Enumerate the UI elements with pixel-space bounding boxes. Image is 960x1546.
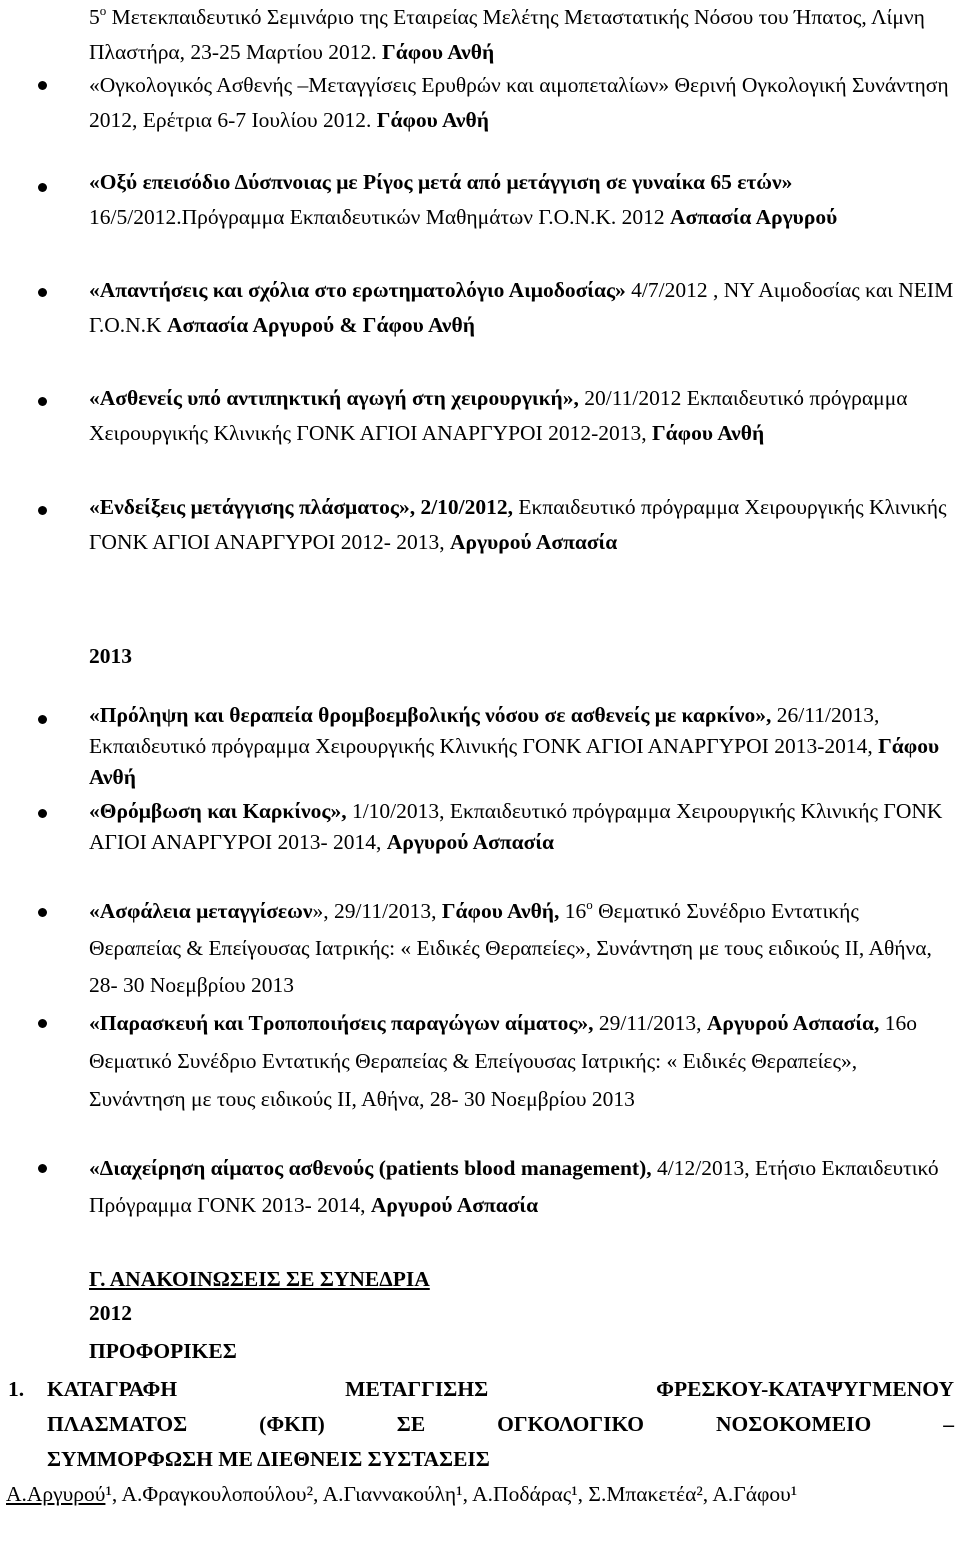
year-heading <box>89 639 132 673</box>
entry-title: «Οξύ επεισόδιο Δύσπνοιας με Ρίγος μετά από μετάγγιση σε γυναίκα 65 ετών» <box>89 170 793 194</box>
oral-heading <box>89 1334 237 1368</box>
entry-title: «Θρόμβωση και Καρκίνος», <box>89 799 347 823</box>
entry-title: «Ασθενείς υπό αντιπηκτική αγωγή στη χειρουργική», <box>89 386 579 410</box>
bullet <box>38 397 47 406</box>
authors-line <box>6 1478 954 1511</box>
item-number-text: 1. <box>8 1377 25 1401</box>
section-heading <box>89 1262 430 1296</box>
bullet <box>38 908 47 917</box>
entry-item <box>89 68 954 137</box>
entry-item <box>89 381 954 450</box>
bullet <box>38 1164 47 1173</box>
entry-text: », 29/11/2013, <box>312 899 437 923</box>
section-year <box>89 1296 132 1330</box>
entry-text: 26/11/2013, Εκπαιδευτικό πρόγραμμα Χειρουργικής Κλινικής ΓΟΝΚ ΑΓΙΟΙ ΑΝΑΡΓΥΡΟΙ 2013-2014, <box>89 703 880 758</box>
entry-number: 5 <box>89 5 100 29</box>
entry-author: Γάφου Ανθή <box>652 420 765 445</box>
entry-item <box>89 700 954 793</box>
entry-title: «Παρασκευή και Τροποποιήσεις παραγώγων αίματος», <box>89 1011 594 1035</box>
entry-author: Ασπασία Αργυρού <box>670 204 838 229</box>
bullet <box>38 506 47 515</box>
entry-text: Εκπαιδευτικό πρόγραμμα Χειρουργικής Κλινικής ΓΟΝΚ ΑΓΙΟΙ ΑΝΑΡΓΥΡΟΙ 2012- 2013, <box>89 495 947 554</box>
section-title: Γ. ΑΝΑΚΟΙΝΩΣΕΙΣ ΣΕ ΣΥΝΕΔΡΙΑ <box>89 1267 430 1291</box>
entry-author: Αργυρού Ασπασία, <box>706 1011 880 1035</box>
item-title-text: ΠΛΑΣΜΑΤΟΣ (ΦΚΠ) ΣΕ ΟΓΚΟΛΟΓΙΚΟ ΝΟΣΟΚΟΜΕΙΟ – <box>47 1412 954 1436</box>
superscript: ο <box>99 3 107 18</box>
item-title-line-1 <box>47 1372 954 1407</box>
entry-text: 20/11/2012 Εκπαιδευτικό πρόγραμμα Χειρουργικής Κλινικής ΓΟΝΚ ΑΓΙΟΙ ΑΝΑΡΓΥΡΟΙ 2012-2013, <box>89 386 908 445</box>
entry-text: 4/7/2012 , ΝΥ Αιμοδοσίας και ΝΕΙΜ Γ.Ο.Ν.Κ <box>89 278 954 337</box>
author-affiliation: ¹ <box>105 1482 112 1506</box>
section-year-label: 2012 <box>89 1301 132 1325</box>
entry-text: 4/12/2013, Ετήσιο Εκπαιδευτικό Πρόγραμμα ΓΟΝΚ 2013- 2014, <box>89 1156 939 1217</box>
entry-number: 16 <box>564 899 587 923</box>
bullet <box>38 1019 47 1028</box>
entry-item <box>89 893 954 1004</box>
item-title <box>47 1372 954 1477</box>
item-title-text: ΚΑΤΑΓΡΑΦΗ ΜΕΤΑΓΓΙΣΗΣ ΦΡΕΣΚΟΥ-ΚΑΤΑΨΥΓΜΕΝΟΥ <box>47 1377 954 1401</box>
entry-author: Γάφου Ανθή, <box>441 899 560 923</box>
bullet <box>38 809 47 818</box>
first-author: Α.Αργυρού <box>6 1482 106 1506</box>
entry-author: Αργυρού Ασπασία <box>370 1193 539 1217</box>
entry-author: Αργυρού Ασπασία <box>386 830 555 854</box>
bullet <box>38 81 47 90</box>
entry-text: Μετεκπαιδευτικό Σεμινάριο της Εταιρείας Μελέτης Μεταστατικής Νόσου του Ήπατος, Λίμνη Πλαστήρα, 23-25 Μαρτίου 2012. <box>89 5 925 64</box>
entry-title: «Πρόληψη και θεραπεία θρομβοεμβολικής νόσου σε ασθενείς με καρκίνο», <box>89 703 772 727</box>
entry-author: Γάφου Ανθή <box>382 39 495 64</box>
item-title-line-2 <box>47 1407 954 1442</box>
bullet <box>38 183 47 192</box>
entry-item <box>89 490 954 559</box>
year-2013-label: 2013 <box>89 644 132 668</box>
entry-title: «Ενδείξεις μετάγγισης πλάσματος», 2/10/2012, <box>89 495 514 519</box>
entry-continuation <box>89 0 954 69</box>
entry-text: 29/11/2013, <box>598 1011 702 1035</box>
entry-title: «Διαχείρηση αίματος ασθενούς (patients blood management), <box>89 1156 652 1180</box>
entry-author: Ασπασία Αργυρού & Γάφου Ανθή <box>166 312 475 337</box>
entry-item <box>89 1004 954 1118</box>
entry-text: 1/10/2013, Εκπαιδευτικό πρόγραμμα Χειρουργικής Κλινικής ΓΟΝΚ ΑΓΙΟΙ ΑΝΑΡΓΥΡΟΙ 2013- 2014, <box>89 799 943 854</box>
superscript: ο <box>586 897 593 912</box>
item-title-line-3 <box>47 1442 954 1477</box>
entry-title: «Απαντήσεις και σχόλια στο ερωτηματολόγιο Αιμοδοσίας» <box>89 278 626 302</box>
entry-text: Θερινή Ογκολογική Συνάντηση 2012, Ερέτρια 6-7 Ιουλίου 2012. <box>89 73 949 132</box>
entry-item <box>89 796 954 858</box>
oral-label: ΠΡΟΦΟΡΙΚΕΣ <box>89 1339 237 1363</box>
item-number <box>8 1372 24 1406</box>
other-authors: , Α.Φραγκουλοπούλου², Α.Γιαννακούλη¹, Α.Ποδάρας¹, Σ.Μπακετέα², Α.Γάφου¹ <box>111 1482 798 1506</box>
item-title-text: ΣΥΜΜΟΡΦΩΣΗ ΜΕ ΔΙΕΘΝΕΙΣ ΣΥΣΤΑΣΕΙΣ <box>47 1447 490 1471</box>
bullet <box>38 715 47 724</box>
entry-author: Γάφου Ανθή <box>376 107 489 132</box>
entry-author: Αργυρού Ασπασία <box>450 529 618 554</box>
entry-text: 16/5/2012.Πρόγραμμα Εκπαιδευτικών Μαθημάτων Γ.Ο.Ν.Κ. 2012 <box>89 204 665 229</box>
entry-title: «Ασφάλεια μεταγγίσεων <box>89 899 313 923</box>
entry-item <box>89 165 954 234</box>
entry-title: «Ογκολογικός Ασθενής –Μεταγγίσεις Ερυθρών και αιμοπεταλίων» <box>89 73 670 97</box>
bullet <box>38 288 47 297</box>
entry-item <box>89 273 954 342</box>
entry-item <box>89 1150 954 1224</box>
entry-text: 16ο Θεματικό Συνέδριο Εντατικής Θεραπείας & Επείγουσας Ιατρικής: « Ειδικές Θεραπείες», Συνάντηση με τους ειδικούς ΙΙ, Αθήνα, 28- 30 Νοεμβρίου 2013 <box>89 1011 918 1111</box>
entry-author: Γάφου Ανθή <box>89 734 940 789</box>
entry-text: Θεματικό Συνέδριο Εντατικής Θεραπείας & Επείγουσας Ιατρικής: « Ειδικές Θεραπείες», Συνάντηση με τους ειδικούς ΙΙ, Αθήνα, 28- 30 Νοεμβρίου 2013 <box>89 899 932 997</box>
